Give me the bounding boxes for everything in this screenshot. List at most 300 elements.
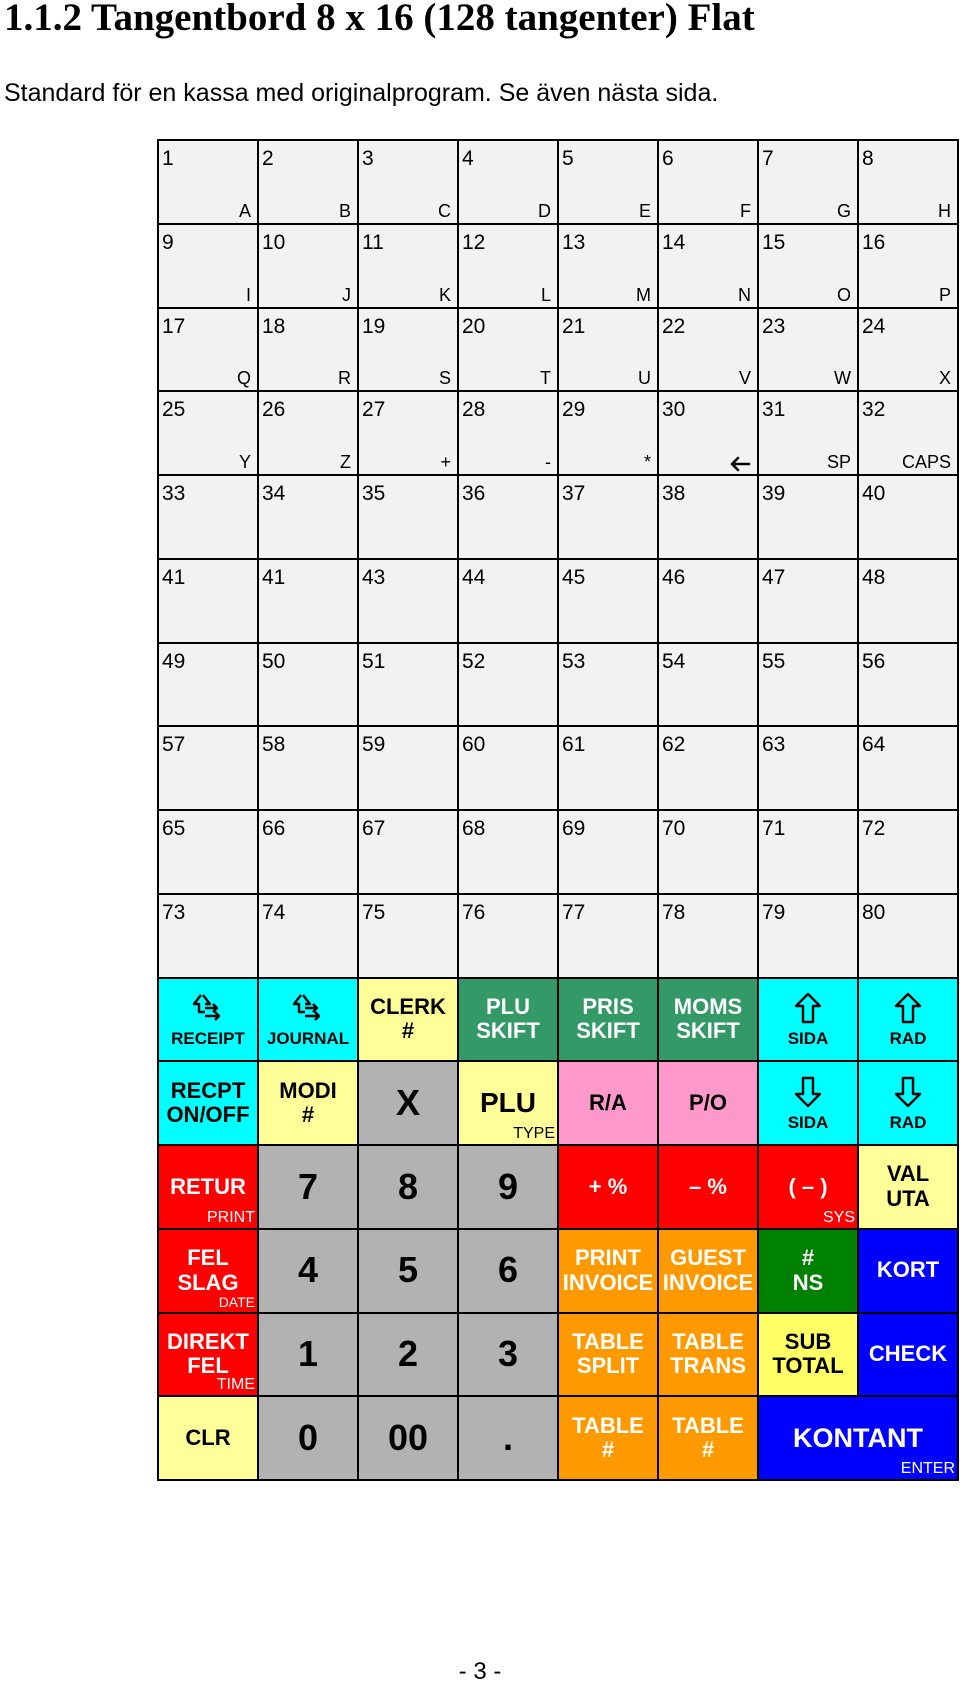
recpt-onoff-key[interactable]: [159, 1062, 259, 1146]
key-number: 15: [762, 230, 786, 254]
direkt-fel-key[interactable]: [159, 1314, 259, 1398]
moms-shift-label-2: SKIFT: [676, 1018, 740, 1044]
table-number-1-label-1: TABLE: [572, 1412, 644, 1438]
table-split-label-1: TABLE: [572, 1328, 644, 1354]
key-letter: +: [440, 452, 451, 472]
retur-key[interactable]: [159, 1146, 259, 1230]
key-number: 78: [662, 900, 686, 924]
clr-label: CLR: [185, 1424, 231, 1450]
retur-sub-label: PRINT: [207, 1208, 255, 1226]
keyboard-key[interactable]: [559, 644, 659, 728]
retur-label: RETUR: [170, 1173, 246, 1199]
clear-key[interactable]: [159, 1397, 259, 1481]
keyboard-key[interactable]: [659, 309, 759, 393]
check-key[interactable]: [859, 1314, 959, 1398]
key-number: 33: [162, 482, 186, 505]
keyboard-key[interactable]: [759, 309, 859, 393]
key-number: 55: [762, 649, 786, 673]
key-number: 75: [362, 900, 386, 924]
digit-8-key[interactable]: [359, 1146, 459, 1230]
subtotal-key[interactable]: [759, 1314, 859, 1398]
pris-shift-key[interactable]: [559, 979, 659, 1063]
no-sale-key[interactable]: [759, 1230, 859, 1314]
key-letter: O: [836, 284, 851, 305]
keyboard-key[interactable]: [359, 141, 459, 225]
keyboard-key[interactable]: [459, 392, 559, 476]
keyboard-key[interactable]: [759, 392, 859, 476]
keyboard-key[interactable]: [159, 476, 259, 560]
moms-shift-key[interactable]: [659, 979, 759, 1063]
keyboard-key[interactable]: [659, 560, 759, 644]
key-number: 29: [562, 398, 586, 422]
key-number: 70: [662, 817, 686, 840]
keyboard-key[interactable]: [259, 225, 359, 309]
key-number: 22: [662, 314, 686, 338]
keyboard-key[interactable]: [259, 644, 359, 728]
journal-label: JOURNAL: [266, 1028, 350, 1048]
digit-1-key[interactable]: [259, 1314, 359, 1398]
val-uta-key[interactable]: [859, 1146, 959, 1230]
key-number: 57: [162, 733, 186, 757]
keyboard-key[interactable]: [459, 895, 559, 979]
key-number: 36: [462, 482, 486, 505]
keyboard-key[interactable]: [559, 811, 659, 895]
keyboard-key[interactable]: [559, 309, 659, 393]
paid-out-key[interactable]: [659, 1062, 759, 1146]
plu-label: PLU: [480, 1087, 536, 1119]
minus-paren-sub-label: SYS: [822, 1208, 855, 1226]
key-number: 32: [862, 398, 886, 422]
kort-key[interactable]: [859, 1230, 959, 1314]
keyboard-key[interactable]: [859, 644, 959, 728]
key-number: 14: [662, 230, 686, 254]
keyboard-key[interactable]: [659, 644, 759, 728]
journal-key[interactable]: [259, 979, 359, 1063]
key-number: 77: [562, 900, 586, 924]
key-number: 74: [262, 900, 286, 924]
plu-key[interactable]: [459, 1062, 559, 1146]
minus-percent-key[interactable]: [659, 1146, 759, 1230]
table-trans-key[interactable]: [659, 1314, 759, 1398]
modi-key[interactable]: [259, 1062, 359, 1146]
minus-key[interactable]: [759, 1146, 859, 1230]
keyboard-key[interactable]: [759, 727, 859, 811]
keyboard-key[interactable]: [759, 476, 859, 560]
key-number: 3: [362, 147, 374, 170]
keyboard-key[interactable]: [259, 309, 359, 393]
keyboard-key[interactable]: [359, 309, 459, 393]
modi-label-2: #: [301, 1102, 315, 1128]
keyboard-key[interactable]: [359, 727, 459, 811]
arrow-left-icon: [729, 456, 751, 472]
key-number: 61: [562, 733, 586, 757]
keyboard-key[interactable]: [559, 141, 659, 225]
val-uta-label-2: UTA: [886, 1185, 930, 1211]
val-uta-label-1: VAL: [886, 1161, 930, 1187]
key-number: 24: [862, 314, 886, 338]
keyboard-key[interactable]: [159, 644, 259, 728]
keyboard-key[interactable]: [559, 225, 659, 309]
keyboard-key[interactable]: [159, 895, 259, 979]
no-sale-label-1: #: [801, 1245, 815, 1270]
key-number: 65: [162, 817, 186, 840]
key-number: 44: [462, 565, 486, 589]
print-invoice-key[interactable]: [559, 1230, 659, 1314]
key-number: 53: [562, 649, 586, 673]
table-number-key-2[interactable]: [659, 1397, 759, 1481]
key-letter: *: [643, 452, 651, 472]
table-number-2-label-1: TABLE: [672, 1412, 744, 1438]
digit-6-label: 6: [497, 1249, 519, 1291]
keyboard-key[interactable]: [259, 392, 359, 476]
clerk-label-2: #: [401, 1018, 415, 1044]
digit-2-key[interactable]: [359, 1314, 459, 1398]
key-number: 34: [262, 482, 286, 505]
rad-up-key[interactable]: [859, 979, 959, 1063]
keyboard-key[interactable]: [459, 727, 559, 811]
modi-label-1: MODI: [279, 1077, 337, 1103]
digit-8-label: 8: [397, 1165, 419, 1207]
keyboard-key[interactable]: [559, 476, 659, 560]
key-number: 59: [362, 733, 386, 757]
keyboard-key[interactable]: [259, 727, 359, 811]
key-letter: Y: [238, 452, 251, 472]
keyboard-key[interactable]: [659, 811, 759, 895]
key-letter: J: [342, 284, 351, 305]
plus-percent-label: + %: [588, 1173, 628, 1199]
key-number: 64: [862, 733, 886, 757]
table-number-1-label-2: #: [601, 1437, 615, 1463]
po-label: P/O: [689, 1089, 727, 1115]
key-number: 11: [362, 230, 384, 254]
key-number: 60: [462, 733, 486, 757]
direkt-fel-sub-label: TIME: [216, 1376, 255, 1394]
key-number: 30: [662, 398, 686, 422]
digit-0-key[interactable]: [259, 1397, 359, 1481]
key-number: 79: [762, 900, 786, 924]
digit-6-key[interactable]: [459, 1230, 559, 1314]
kontant-key[interactable]: [759, 1397, 959, 1481]
felslag-label-2: SLAG: [177, 1269, 239, 1295]
key-letter: B: [338, 200, 351, 221]
pris-shift-label-2: SKIFT: [576, 1018, 640, 1044]
rad-down-label: RAD: [889, 1112, 927, 1132]
keyboard-key[interactable]: [359, 225, 459, 309]
keyboard-key[interactable]: [759, 560, 859, 644]
digit-9-key[interactable]: [459, 1146, 559, 1230]
keyboard-key[interactable]: [459, 476, 559, 560]
key-number: 13: [562, 230, 586, 254]
keyboard-key[interactable]: [159, 727, 259, 811]
digit-0-label: 0: [297, 1416, 319, 1458]
key-number: 66: [262, 817, 286, 840]
plu-shift-label-1: PLU: [486, 993, 530, 1019]
digit-1-label: 1: [297, 1333, 319, 1375]
receipt-label: RECEIPT: [171, 1028, 245, 1048]
key-letter: -: [545, 452, 551, 472]
key-number: 40: [862, 482, 886, 505]
key-number: 67: [362, 817, 386, 840]
keyboard-key[interactable]: [859, 309, 959, 393]
key-number: 80: [862, 900, 886, 924]
keyboard-key[interactable]: [659, 392, 759, 476]
table-split-key[interactable]: [559, 1314, 659, 1398]
direkt-fel-label-2: FEL: [187, 1353, 229, 1379]
keyboard-key[interactable]: [259, 476, 359, 560]
key-number: 6: [662, 147, 674, 170]
keyboard-key[interactable]: [859, 392, 959, 476]
keyboard-key[interactable]: [159, 560, 259, 644]
key-number: 76: [462, 900, 486, 924]
receipt-key[interactable]: [159, 979, 259, 1063]
key-number: 27: [362, 398, 386, 422]
keyboard-key[interactable]: [859, 476, 959, 560]
key-letter: W: [834, 368, 851, 389]
key-number: 26: [262, 398, 286, 422]
key-number: 10: [262, 230, 286, 254]
plu-sub-label: TYPE: [513, 1125, 555, 1142]
guest-invoice-label-2: INVOICE: [662, 1269, 754, 1295]
keyboard-key[interactable]: [159, 309, 259, 393]
keyboard-key[interactable]: [359, 476, 459, 560]
key-number: 5: [562, 147, 574, 170]
minus-percent-label: – %: [689, 1173, 727, 1199]
keyboard-key[interactable]: [559, 727, 659, 811]
keyboard-key[interactable]: [759, 644, 859, 728]
key-letter: G: [836, 200, 851, 221]
keyboard-key[interactable]: [359, 895, 459, 979]
keyboard-key[interactable]: [859, 225, 959, 309]
keyboard-key[interactable]: [459, 225, 559, 309]
key-letter: CAPS: [901, 452, 951, 472]
arrow-down-icon: [891, 1075, 925, 1109]
keyboard-key[interactable]: [859, 141, 959, 225]
page-number: - 3 -: [458, 1658, 502, 1685]
paper-feed-icon: [291, 991, 325, 1025]
paper-feed-icon: [191, 991, 225, 1025]
recpt-onoff-label-1: RECPT: [170, 1077, 246, 1103]
keyboard-key[interactable]: [559, 560, 659, 644]
key-number: 35: [362, 482, 386, 505]
keyboard-key[interactable]: [359, 811, 459, 895]
digit-4-key[interactable]: [259, 1230, 359, 1314]
key-number: 73: [162, 900, 186, 924]
multiply-label: X: [395, 1081, 420, 1123]
keyboard-key[interactable]: [759, 141, 859, 225]
key-number: 56: [862, 649, 886, 673]
keyboard-layout: [157, 139, 959, 1481]
keyboard-key[interactable]: [559, 895, 659, 979]
key-number: 38: [662, 482, 686, 505]
keyboard-key[interactable]: [459, 141, 559, 225]
digit-9-label: 9: [497, 1165, 519, 1207]
keyboard-key[interactable]: [459, 309, 559, 393]
keyboard-key[interactable]: [659, 141, 759, 225]
key-letter: Z: [340, 452, 351, 472]
key-number: 1: [162, 147, 174, 170]
key-number: 39: [762, 482, 786, 505]
print-invoice-label-2: INVOICE: [562, 1269, 654, 1295]
key-number: 41: [162, 565, 186, 589]
key-letter: SP: [826, 452, 851, 472]
key-number: 23: [762, 314, 786, 338]
key-number: 71: [762, 817, 786, 840]
keyboard-key[interactable]: [259, 811, 359, 895]
arrow-up-icon: [891, 991, 925, 1025]
keyboard-key[interactable]: [459, 644, 559, 728]
page-heading: 1.1.2 Tangentbord 8 x 16 (128 tangenter) Flat: [4, 0, 755, 39]
digit-5-key[interactable]: [359, 1230, 459, 1314]
plu-shift-label-2: SKIFT: [476, 1018, 540, 1044]
decimal-point-label: .: [502, 1416, 513, 1458]
key-letter: T: [540, 368, 551, 389]
keyboard-key[interactable]: [859, 811, 959, 895]
digit-3-key[interactable]: [459, 1314, 559, 1398]
minus-paren-label: ( – ): [788, 1173, 828, 1199]
key-letter: S: [438, 368, 451, 389]
recpt-onoff-label-2: ON/OFF: [166, 1102, 250, 1128]
keyboard-key[interactable]: [159, 141, 259, 225]
guest-invoice-key[interactable]: [659, 1230, 759, 1314]
table-number-key-1[interactable]: [559, 1397, 659, 1481]
check-label: CHECK: [868, 1341, 948, 1367]
keyboard-key[interactable]: [159, 392, 259, 476]
key-letter: H: [938, 200, 951, 221]
keyboard-key[interactable]: [659, 727, 759, 811]
key-number: 28: [462, 398, 486, 422]
keyboard-key[interactable]: [359, 644, 459, 728]
key-number: 68: [462, 817, 486, 840]
key-number: 72: [862, 817, 886, 840]
print-invoice-label-1: PRINT: [575, 1245, 641, 1270]
keyboard-key[interactable]: [359, 560, 459, 644]
sida-down-label: SIDA: [787, 1112, 829, 1132]
pris-shift-label-1: PRIS: [582, 993, 634, 1019]
key-number: 62: [662, 733, 686, 757]
double-zero-label: 00: [387, 1416, 429, 1458]
sida-up-key[interactable]: [759, 979, 859, 1063]
felslag-sub-label: DATE: [218, 1293, 255, 1310]
key-number: 19: [362, 314, 386, 338]
key-number: 58: [262, 733, 286, 757]
keyboard-key[interactable]: [859, 560, 959, 644]
digit-7-key[interactable]: [259, 1146, 359, 1230]
key-number: 69: [562, 817, 586, 840]
keyboard-key[interactable]: [859, 727, 959, 811]
key-number: 54: [662, 649, 686, 673]
key-number: 37: [562, 482, 586, 505]
subtotal-label-2: TOTAL: [772, 1353, 844, 1379]
keyboard-key[interactable]: [759, 895, 859, 979]
key-letter: K: [438, 284, 451, 305]
intro-text: Standard för en kassa med originalprogram. Se även nästa sida.: [4, 79, 719, 107]
key-number: 8: [862, 147, 874, 170]
digit-2-label: 2: [397, 1333, 419, 1375]
multiply-key[interactable]: [359, 1062, 459, 1146]
keyboard-key[interactable]: [659, 225, 759, 309]
rad-down-key[interactable]: [859, 1062, 959, 1146]
key-letter: E: [638, 200, 651, 221]
keyboard-key[interactable]: [259, 895, 359, 979]
key-letter: F: [740, 200, 751, 221]
key-number: 9: [162, 230, 174, 254]
key-letter: N: [738, 284, 751, 305]
keyboard-key[interactable]: [259, 560, 359, 644]
key-number: 45: [562, 565, 586, 589]
key-number: 2: [262, 147, 274, 170]
key-number: 47: [762, 565, 786, 589]
key-number: 50: [262, 649, 286, 673]
key-letter: A: [238, 200, 251, 221]
received-on-account-key[interactable]: [559, 1062, 659, 1146]
key-number: 31: [762, 398, 786, 422]
keyboard-key[interactable]: [559, 392, 659, 476]
key-letter: C: [438, 200, 451, 221]
keyboard-key[interactable]: [359, 392, 459, 476]
keyboard-key[interactable]: [159, 811, 259, 895]
key-letter: P: [938, 284, 951, 305]
key-letter: M: [636, 284, 651, 305]
keyboard-key[interactable]: [659, 476, 759, 560]
keyboard-key[interactable]: [659, 895, 759, 979]
key-letter: L: [540, 284, 551, 305]
keyboard-key[interactable]: [759, 811, 859, 895]
key-number: 20: [462, 314, 486, 338]
keyboard-key[interactable]: [859, 895, 959, 979]
arrow-down-icon: [791, 1075, 825, 1109]
key-number: 7: [762, 147, 774, 170]
keyboard-key[interactable]: [159, 225, 259, 309]
decimal-point-key[interactable]: [459, 1397, 559, 1481]
keyboard-key[interactable]: [259, 141, 359, 225]
keyboard-key[interactable]: [459, 811, 559, 895]
clerk-key[interactable]: [359, 979, 459, 1063]
key-number: 12: [462, 230, 486, 254]
key-letter: D: [538, 200, 551, 221]
no-sale-label-2: NS: [792, 1269, 824, 1295]
key-letter: R: [338, 368, 351, 389]
table-number-2-label-2: #: [701, 1437, 715, 1463]
key-number: 51: [362, 649, 386, 673]
sida-down-key[interactable]: [759, 1062, 859, 1146]
kontant-label: KONTANT: [793, 1423, 923, 1453]
keyboard-key[interactable]: [759, 225, 859, 309]
key-number: 25: [162, 398, 186, 422]
moms-shift-label-1: MOMS: [673, 993, 743, 1019]
key-number: 63: [762, 733, 786, 757]
key-number: 46: [662, 565, 686, 589]
table-split-label-2: SPLIT: [576, 1353, 640, 1379]
plu-shift-key[interactable]: [459, 979, 559, 1063]
digit-5-label: 5: [397, 1249, 419, 1291]
key-number: 41: [262, 565, 286, 589]
rad-up-label: RAD: [889, 1028, 927, 1048]
key-letter: V: [738, 368, 751, 389]
guest-invoice-label-1: GUEST: [670, 1245, 746, 1270]
keyboard-key[interactable]: [459, 560, 559, 644]
table-trans-label-2: TRANS: [670, 1353, 746, 1379]
table-trans-label-1: TABLE: [672, 1328, 744, 1354]
kort-label: KORT: [876, 1257, 940, 1283]
plus-percent-key[interactable]: [559, 1146, 659, 1230]
key-letter: I: [245, 284, 251, 305]
digit-7-label: 7: [297, 1165, 319, 1207]
key-number: 49: [162, 649, 186, 673]
double-zero-key[interactable]: [359, 1397, 459, 1481]
felslag-key[interactable]: [159, 1230, 259, 1314]
key-number: 48: [862, 565, 886, 589]
key-letter: X: [938, 368, 951, 389]
